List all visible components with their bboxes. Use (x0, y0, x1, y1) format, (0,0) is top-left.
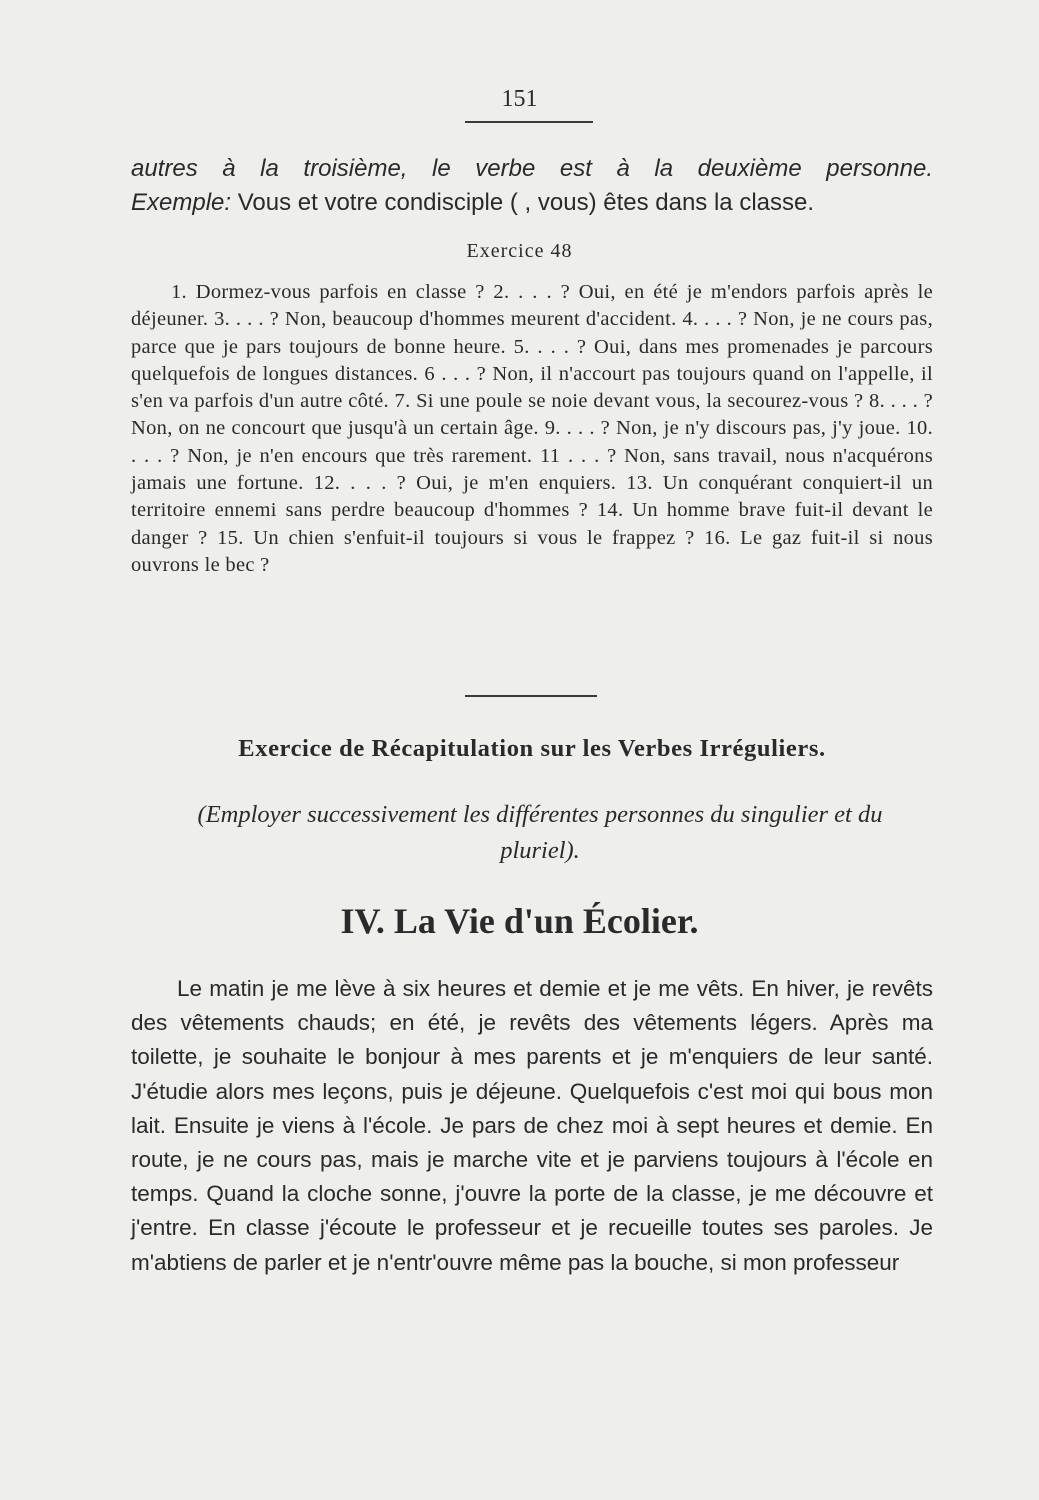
carryover-line: autres à la troisième, le verbe est à la deuxième personne. (131, 155, 933, 182)
section-divider (465, 695, 597, 697)
example-text: Vous et votre condisciple ( , vous) êtes dans la classe. (231, 189, 815, 216)
recap-instruction: (Employer successivement les différentes personnes du singulier et du pluriel). (197, 801, 883, 864)
section-title: IV. La Vie d'un Écolier. (340, 901, 699, 941)
recap-title: Exercice de Récapitulation sur les Verbes Irréguliers. (238, 735, 826, 762)
section-text: Le matin je me lève à six heures et demie et je me vêts. En hiver, je revêts des vêtements chauds; en été, je revêts des vêtements légers. Après ma toilette, je souhaite le bonjour à mes parents et je m'enquiers de leur santé. J'étudie alors mes leçons, puis je déjeune. Quelquefois c'est moi qui bous mon lait. Ensuite je viens à l'école. Je pars de chez moi à sept heures et demie. En route, je ne cours pas, mais je marche vite et je parviens toujours à l'école en temps. Quand la cloche sonne, j'ouvre la porte de la classe, je me découvre et j'entre. En classe j'écoute le professeur et je recueille toutes ses paroles. Je m'abtiens de parler et je n'entr'ouvre même pas la bouche, si mon professeur (131, 976, 933, 1275)
page-number: 151 (501, 86, 538, 112)
example-line (131, 186, 933, 220)
carryover-paragraph (131, 152, 933, 220)
exercise-text: 1. Dormez-vous parfois en classe ? 2. . . . ? Oui, en été je m'endors parfois après le déjeuner. 3. . . . ? Non, beaucoup d'hommes meurent d'accident. 4. . . . ? Non, je ne cours pas, parce que je pars toujours de bonne heure. 5. . . . ? Oui, dans mes promenades je parcours quelquefois de longues distances. 6 . . . ? Non, il n'accourt pas toujours quand on l'appelle, il s'en va parfois d'un autre côté. 7. Si une poule se noie devant vous, la secourez-vous ? 8. . . . ? Non, on ne concourt que jusqu'à un certain âge. 9. . . . ? Non, je n'y discours pas, j'y joue. 10. . . . ? Non, je n'en encours que très rarement. 11 . . . ? Non, sans travail, nous n'acquérons jamais une fortune. 12. . . . ? Oui, je m'en enquiers. 13. Un conquérant conquiert-il un territoire ennemi sans perdre beaucoup d'hommes ? 14. Un homme brave fuit-il devant le danger ? 15. Un chien s'enfuit-il toujours si vous le frappez ? 16. Le gaz fuit-il si nous ouvrons le bec ? (131, 281, 933, 576)
exercise-title: Exercice 48 (466, 240, 573, 262)
header-divider (465, 121, 593, 123)
example-label: Exemple: (131, 189, 232, 216)
